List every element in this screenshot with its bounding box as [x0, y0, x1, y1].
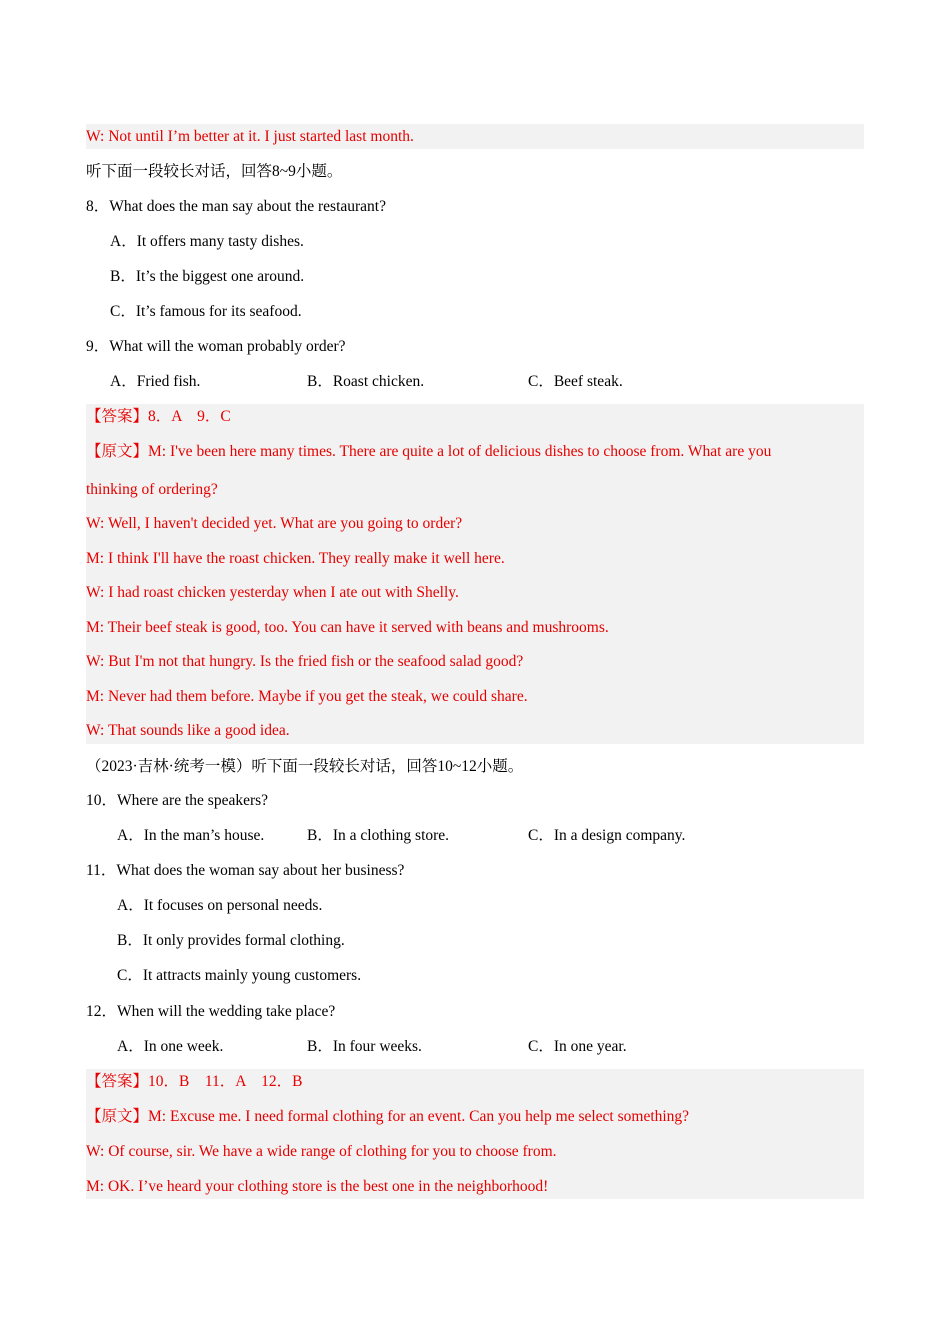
question-11-stem: 11．What does the woman say about her business?	[86, 862, 405, 879]
question-12-option-b: B．In four weeks.	[307, 1038, 422, 1055]
answer-value: 10．B 11．A 12．B	[148, 1073, 303, 1090]
answer-line	[86, 405, 231, 429]
question-8-option-a: A．It offers many tasty dishes.	[110, 233, 304, 250]
script-text: M: I've been here many times. There are quite a lot of delicious dishes to choose from. What are you	[148, 443, 772, 460]
script-line: M: OK. I’ve heard your clothing store is the best one in the neighborhood!	[86, 1178, 549, 1195]
script-tag: 【原文】	[86, 443, 149, 460]
script-line: M: Never had them before. Maybe if you get the steak, we could share.	[86, 688, 528, 705]
question-11-option-b: B．It only provides formal clothing.	[117, 932, 345, 949]
script-line: W: Well, I haven't decided yet. What are you going to order?	[86, 515, 463, 532]
script-line	[86, 440, 771, 464]
section-intro: 听下面一段较长对话，回答8~9小题。	[86, 163, 343, 180]
script-line: M: Their beef steak is good, too. You can have it served with beans and mushrooms.	[86, 619, 609, 636]
script-line: thinking of ordering?	[86, 481, 218, 498]
script-line: W: Of course, sir. We have a wide range of clothing for you to choose from.	[86, 1143, 557, 1160]
script-line: W: But I'm not that hungry. Is the fried fish or the seafood salad good?	[86, 653, 524, 670]
question-9-stem: 9．What will the woman probably order?	[86, 338, 346, 355]
question-8-option-b: B．It’s the biggest one around.	[110, 268, 305, 285]
answer-value: 8．A 9．C	[148, 408, 231, 425]
script-line	[86, 1105, 689, 1129]
question-10-option-a: A．In the man’s house.	[117, 827, 265, 844]
script-text: M: Excuse me. I need formal clothing for an event. Can you help me select something?	[148, 1108, 690, 1125]
question-9-option-a: A．Fried fish.	[110, 373, 201, 390]
question-8-stem: 8．What does the man say about the restaurant?	[86, 198, 386, 215]
answer-tag: 【答案】	[86, 408, 149, 425]
question-9-option-c: C．Beef steak.	[528, 373, 623, 390]
question-10-stem: 10．Where are the speakers?	[86, 792, 269, 809]
question-12-stem: 12．When will the wedding take place?	[86, 1003, 336, 1020]
question-11-option-c: C．It attracts mainly young customers.	[117, 967, 362, 984]
script-line: M: I think I'll have the roast chicken. They really make it well here.	[86, 550, 505, 567]
section-intro: （2023·吉林·统考一模）听下面一段较长对话，回答10~12小题。	[86, 758, 524, 775]
script-line: W: Not until I’m better at it. I just started last month.	[86, 128, 414, 145]
question-11-option-a: A．It focuses on personal needs.	[117, 897, 323, 914]
question-10-option-b: B．In a clothing store.	[307, 827, 450, 844]
script-line: W: That sounds like a good idea.	[86, 722, 290, 739]
answer-tag: 【答案】	[86, 1073, 149, 1090]
answer-line	[86, 1070, 302, 1094]
question-9-option-b: B．Roast chicken.	[307, 373, 425, 390]
script-line: W: I had roast chicken yesterday when I ate out with Shelly.	[86, 584, 459, 601]
question-8-option-c: C．It’s famous for its seafood.	[110, 303, 302, 320]
question-12-option-a: A．In one week.	[117, 1038, 224, 1055]
script-tag: 【原文】	[86, 1108, 149, 1125]
question-12-option-c: C．In one year.	[528, 1038, 627, 1055]
question-10-option-c: C．In a design company.	[528, 827, 686, 844]
